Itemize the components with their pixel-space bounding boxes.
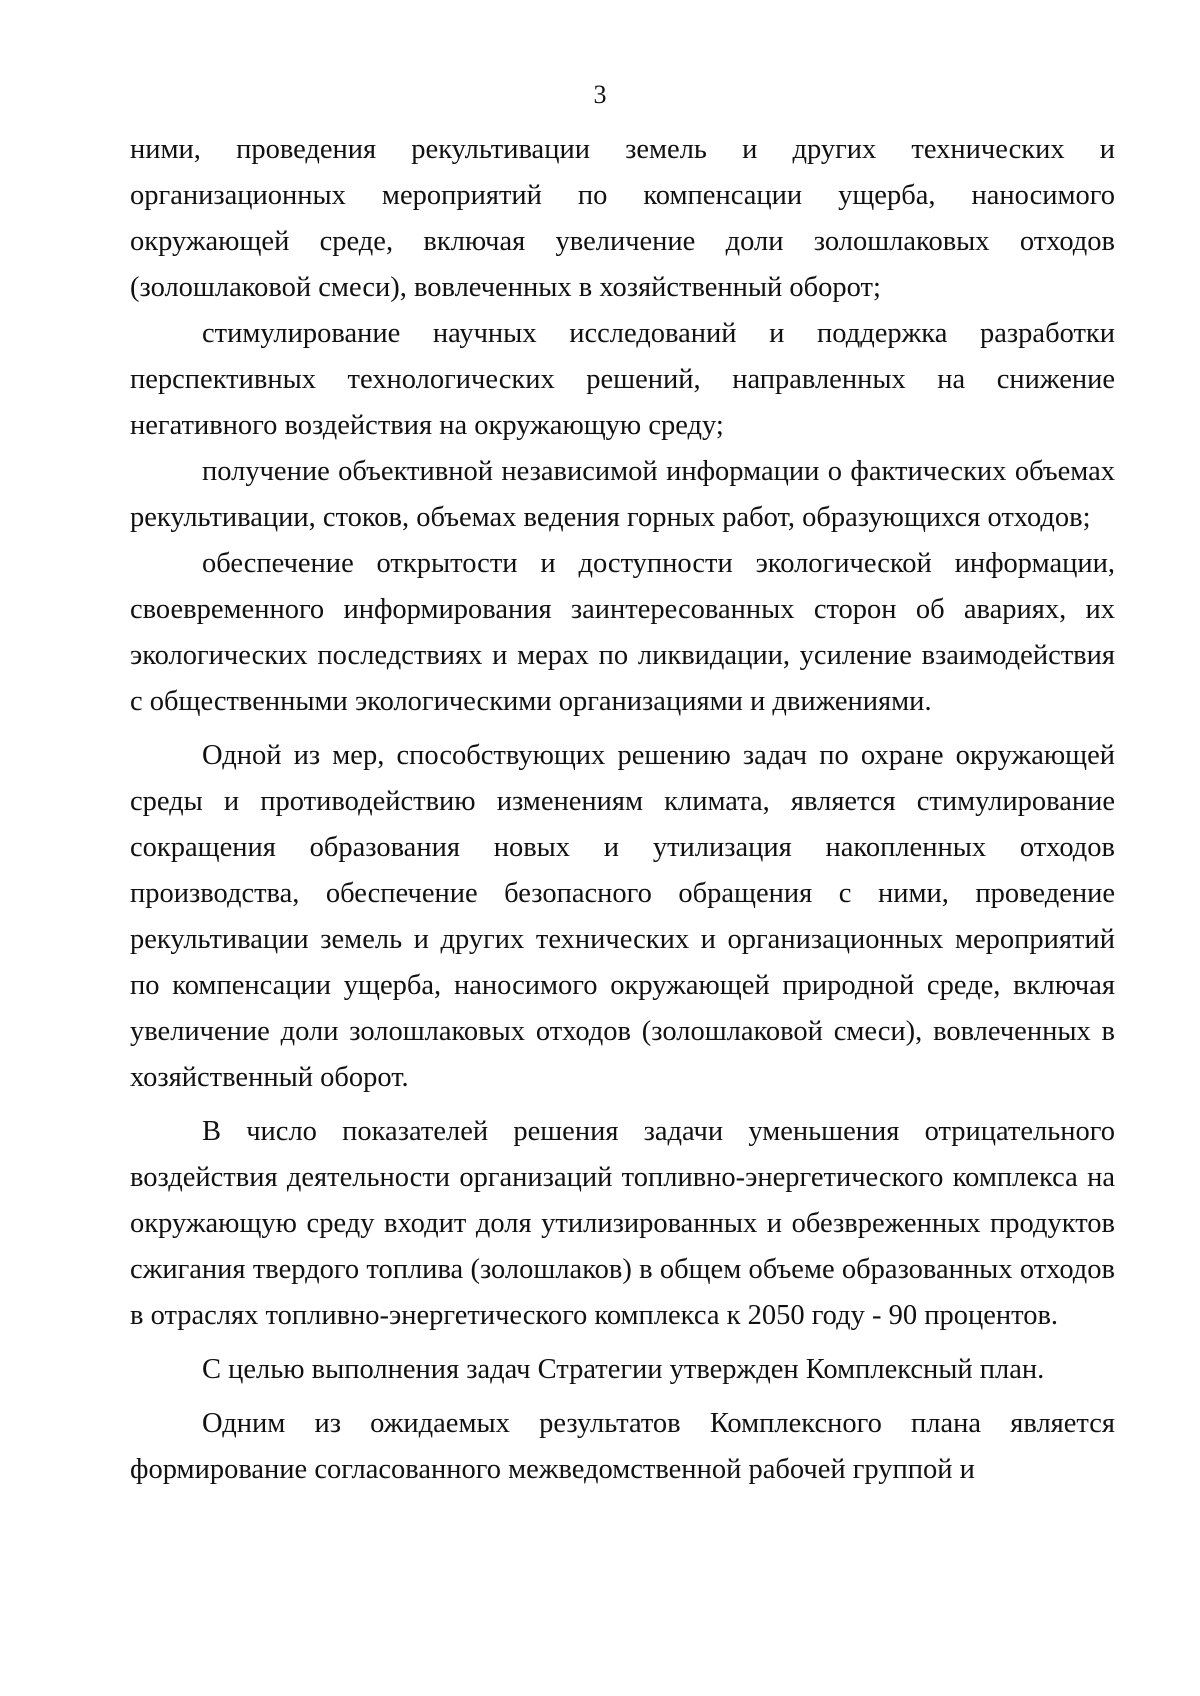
paragraph-openness: обеспечение открытости и доступности экологической информации, своевременного информирования заинтересованных сторон об авариях, их экологических последствиях и мерах по ликвидации, усиление взаимодействия с общественными экологическими организациями и движениями.	[130, 548, 1115, 717]
paragraph-measures: Одной из мер, способствующих решению задач по охране окружающей среды и противодействию изменениям климата, является стимулирование сокращения образования новых и утилизация накопленных отходов производства, обеспечение безопасного обращения с ними, проведение рекультивации земель и других технических и организационных мероприятий по компенсации ущерба, наносимого окружающей природной среде, включая увеличение доли золошлаковых отходов (золошлаковой смеси), вовлеченных в хозяйственный оборот.	[130, 740, 1115, 1093]
paragraph-research: стимулирование научных исследований и поддержка разработки перспективных технологических решений, направленных на снижение негативного воздействия на окружающую среду;	[130, 318, 1115, 441]
paragraph-indicators: В число показателей решения задачи уменьшения отрицательного воздействия деятельности организаций топливно-энергетического комплекса на окружающую среду входит доля утилизированных и обезвреженных продуктов сжигания твердого топлива (золошлаков) в общем объеме образованных отходов в отраслях топливно-энергетического комплекса к 2050 году - 90 процентов.	[130, 1116, 1115, 1331]
paragraph-information: получение объективной независимой информации о фактических объемах рекультивации, стоков, объемах ведения горных работ, образующихся отходов;	[130, 456, 1115, 533]
document-body	[130, 127, 1115, 1493]
paragraph-strategy: С целью выполнения задач Стратегии утвержден Комплексный план.	[202, 1354, 1045, 1385]
paragraph-results: Одним из ожидаемых результатов Комплексного плана является формирование согласованного межведомственной рабочей группой и	[130, 1408, 1115, 1485]
page-number: 3	[593, 80, 607, 109]
paragraph-continuation: ними, проведения рекультивации земель и других технических и организационных мероприятий по компенсации ущерба, наносимого окружающей среде, включая увеличение доли золошлаковых отходов (золошлаковой смеси), вовлеченных в хозяйственный оборот;	[130, 134, 1115, 303]
